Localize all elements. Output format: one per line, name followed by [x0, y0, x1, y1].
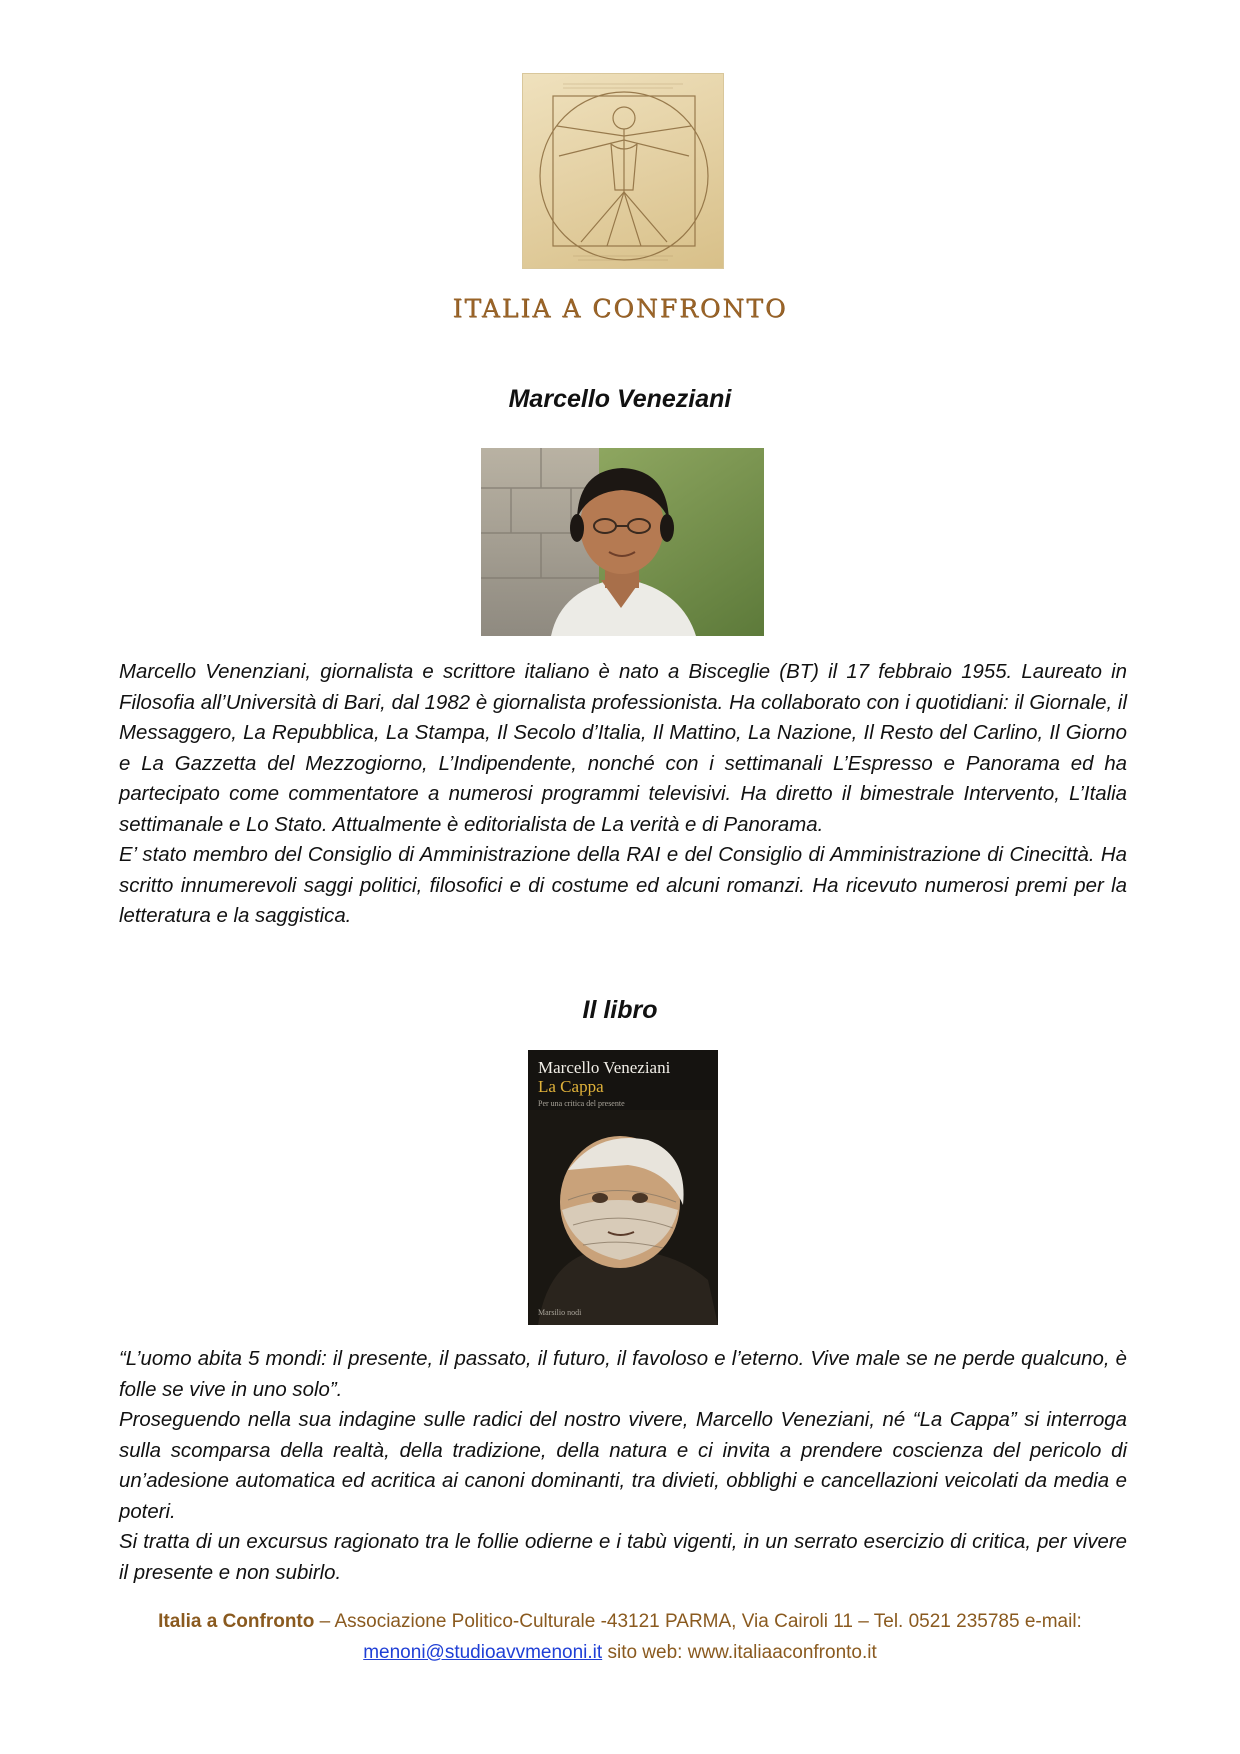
book-paragraph: Si tratta di un excursus ragionato tra le follie odierne e i tabù vigenti, in un serrato esercizio di critica, per vivere il presente e non subirlo. [119, 1531, 1127, 1584]
book-paragraph: Proseguendo nella sua indagine sulle radici del nostro vivere, Marcello Veneziani, né “La Cappa” si interroga sulla scomparsa della realtà, della tradizione, della natura e ci invita a prendere coscienza del pericolo di un’adesione automatica ed acritica ai canoni dominanti, tra divieti, obblighi e cancellazioni veicolati da media e poteri. [119, 1409, 1127, 1523]
book-cover-title: La Cappa [538, 1077, 604, 1096]
book-cover-subtitle: Per una critica del presente [538, 1099, 625, 1108]
author-portrait-icon [481, 448, 764, 636]
bio-paragraph: E’ stato membro del Consiglio di Amministrazione della RAI e del Consiglio di Amministrazione di Cinecittà. Ha scritto innumerevoli saggi politici, filosofici e di costume ed alcuni romanzi. Ha ricevuto numerosi premi per la letteratura e la saggistica. [119, 844, 1127, 927]
wrapped-face-painting-icon [528, 1110, 718, 1325]
footer-website: sito web: www.italiaaconfronto.it [602, 1642, 877, 1663]
book-cover-author: Marcello Veneziani [538, 1058, 671, 1077]
vitruvian-man-icon [522, 73, 724, 269]
book-quote: “L’uomo abita 5 mondi: il presente, il passato, il futuro, il favoloso e l’eterno. Vive male se ne perde qualcuno, è folle se vive in uno solo”. [119, 1348, 1127, 1401]
book-cover-publisher: Marsilio nodi [538, 1308, 582, 1317]
footer-email-link[interactable]: menoni@studioavvmenoni.it [363, 1642, 603, 1663]
book-description [119, 1344, 1127, 1588]
footer [100, 1606, 1140, 1668]
org-title: ITALIA A CONFRONTO [452, 294, 788, 323]
author-heading: Marcello Veneziani [508, 385, 732, 413]
book-heading: Il libro [582, 996, 658, 1024]
book-cover [528, 1050, 718, 1325]
bio-paragraph: Marcello Venenziani, giornalista e scrittore italiano è nato a Bisceglie (BT) il 17 febbraio 1955. Laureato in Filosofia all’Università di Bari, dal 1982 è giornalista professionista. Ha collaborato con i quotidiani: il Giornale, il Messaggero, La Repubblica, La Stampa, Il Secolo d’Italia, Il Mattino, La Nazione, Il Resto del Carlino, Il Giorno e La Gazzetta del Mezzogiorno, L’Indipendente, nonché con i settimanali L’Espresso e Panorama ed ha partecipato come commentatore a numerosi programmi televisivi. Ha diretto il bimestrale Intervento, L’Italia settimanale e Lo Stato. Attualmente è editorialista de La verità e di Panorama. [119, 661, 1127, 836]
vitruvian-drawing [523, 74, 725, 270]
footer-details: – Associazione Politico-Culturale -43121 PARMA, Via Cairoli 11 – Tel. 0521 235785 e-mail: [314, 1611, 1082, 1632]
author-bio [119, 657, 1127, 932]
footer-org-name: Italia a Confronto [158, 1611, 315, 1632]
